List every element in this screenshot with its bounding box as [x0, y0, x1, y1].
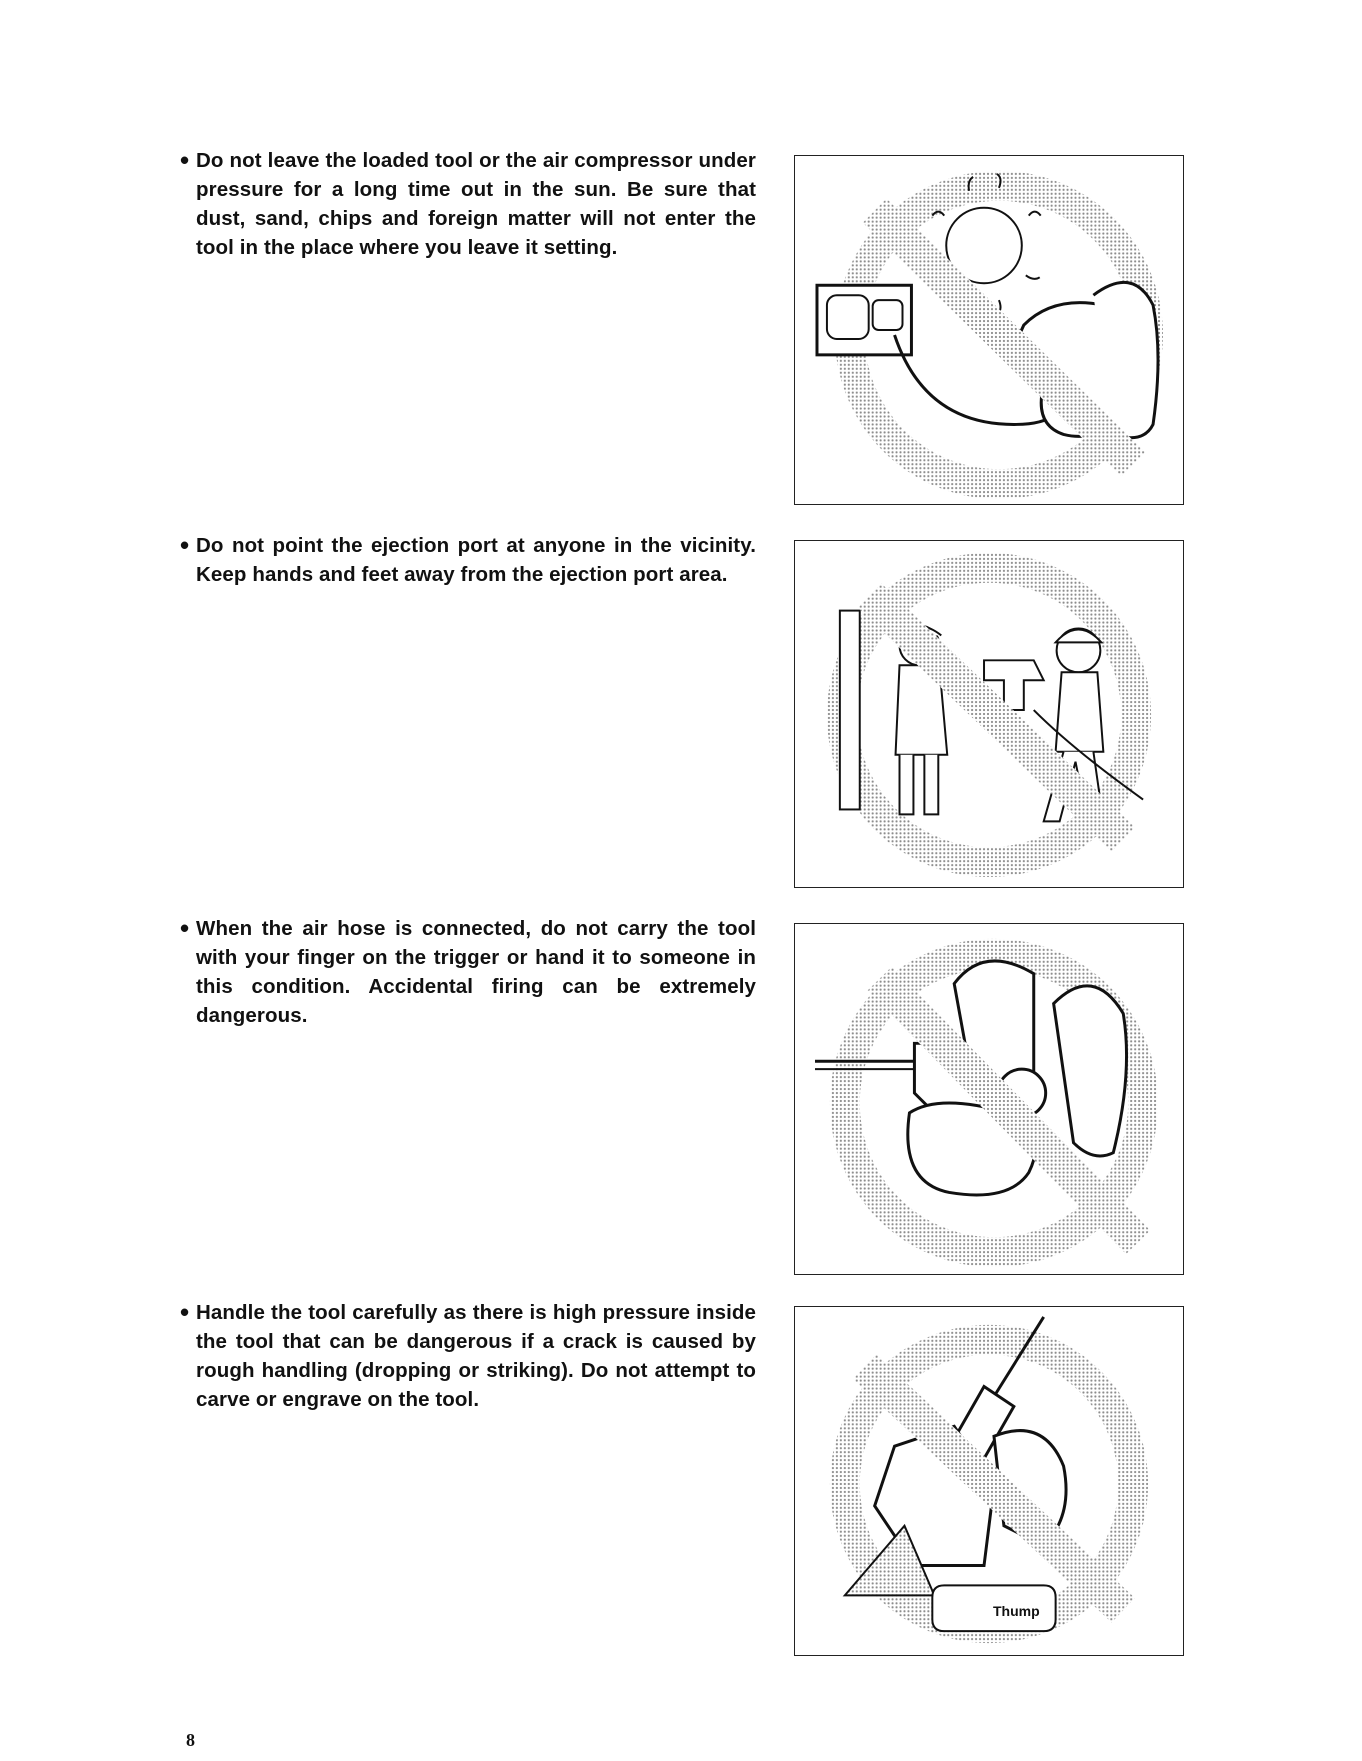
- safety-item-sun: [180, 146, 756, 262]
- illustration-ejection: [795, 541, 1183, 887]
- no-dropping-tool-icon: [794, 1306, 1184, 1656]
- page-number: 8: [186, 1730, 195, 1750]
- no-sun-exposure-icon: [794, 155, 1184, 505]
- bullet: •: [180, 913, 190, 943]
- safety-item-ejection-port: [180, 531, 756, 589]
- safety-text: When the air hose is connected, do not carry the tool with your finger on the trigger or hand it to someone in this condition. Accidental firing can be extremely dangerous.: [196, 917, 756, 1027]
- safety-text: Do not point the ejection port at anyone in the vicinity. Keep hands and feet away from the ejection port area.: [196, 534, 756, 586]
- no-pointing-at-people-icon: [794, 540, 1184, 888]
- bullet: •: [180, 145, 190, 175]
- safety-text: Do not leave the loaded tool or the air compressor under pressure for a long time out in the sun. Be sure that dust, sand, chips and foreign matter will not enter the tool in the place where you leave it setting.: [196, 149, 756, 259]
- bullet: •: [180, 1297, 190, 1327]
- thump-label: Thump: [989, 1601, 1044, 1621]
- safety-item-trigger: [180, 914, 756, 1030]
- no-finger-on-trigger-icon: [794, 923, 1184, 1275]
- safety-item-handling: [180, 1298, 756, 1414]
- illustration-sun: [795, 156, 1183, 504]
- bullet: •: [180, 530, 190, 560]
- safety-text: Handle the tool carefully as there is high pressure inside the tool that can be dangerous if a crack is caused by rough handling (dropping or striking). Do not attempt to carve or engrave on the tool.: [196, 1301, 756, 1411]
- illustration-trigger: [795, 924, 1183, 1274]
